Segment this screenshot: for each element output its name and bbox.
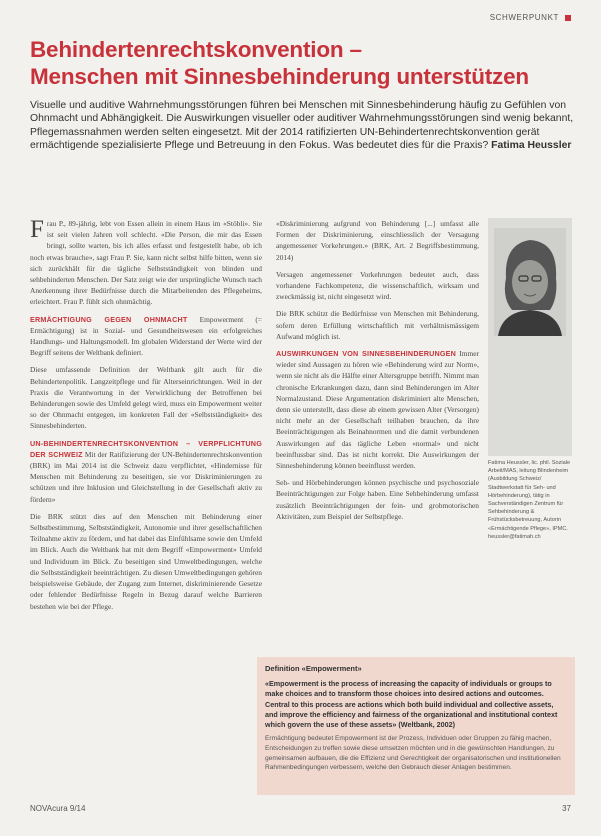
title-line-1: Behindertenrechtskonvention – (30, 37, 362, 62)
definition-box (257, 657, 575, 795)
paragraph: Diese umfassende Definition der Weltbank gilt auch für die Behindertenpolitik. Langzeitpflege und für Alterseinrichtungen. Weil in der Praxis die Verantwortung in der Verwirklichung der Betroffenen bei Behinderungen sowie des Umfeld gelegt wird, muss ein Empowerment weiter so der Ohnmacht entgegen, im konkreten Fall der «Selbstständigkeit» des Sinnesbehinderten. (30, 365, 262, 431)
paragraph: Die BRK stützt dies auf den Menschen mit Behinderung einer Selbstbestimmung, Selbstständigkeit, Autonomie und ihrer gesellschaftlichen Teilnahme aktiv zu fördern, und hat dabei das Einfühlsame sowie den Umfeld im Blick. Auch die Weltbank hat mit dem Begriff «Empowerment» Umfeld und Individuum im Blick. Zu beseitigen sind Umweltbedingungen, welche die Selbstständigkeit beeinträchtigen. Zu diesen Umweltbedingungen gehören beispielsweise Gebäude, der Zugang zum Internet, diskriminierende Gesetze oder fehlender Bedürfnisse Regeln in Bezug darauf welche Barrieren bestehen wie bei der Pflege. (30, 511, 262, 611)
paragraph (30, 438, 262, 505)
paragraph (30, 314, 262, 359)
photo-caption: Fatima Heussler, lic. phil. Soziale Arbeit/MAS, leitung Blindenheim (Ausbildung Schweiz/ Stadtwerkstatt für Seh- und Hörbehinderung), tätig in Sachverständigen Zentrum für Sehbehinderung & Frühstücksbetreuung, Autorin «Ermächtigende Pflege», IPMC. heussler@fatimah.ch (488, 460, 571, 540)
section-heading: ERMÄCHTIGUNG GEGEN OHNMACHT (30, 314, 188, 324)
paragraph: Die BRK schützt die Bedürfnisse von Menschen mit Behinderung, sofern deren Erfüllung wirtschaftlich mit verhältnismässigem Aufwand möglich ist. (276, 309, 479, 341)
paragraph-text: Mit der Ratifizierung der UN-Behindertenrechtskonvention (BRK) im Mai 2014 ist die Schweiz dazu verpflichtet, «Hindernisse für Menschen mit Behinderung zu beseitigen, sie vor Diskriminierungen zu schützen und ihre Inklusion und Gleichstellung in der Gesellschaft aktiv zu fördern» (30, 449, 263, 504)
portrait-image (488, 218, 572, 456)
section-heading: UN-BEHINDERTENRECHTSKONVENTION – VERPFLICHTUNG DER SCHWEIZ (30, 438, 262, 459)
drop-cap: F (30, 216, 44, 243)
paragraph-text: rau P., 89-jährig, lebt von Essen allein in einem Haus im «Stöbli». Sie ist seit vielen Jahren voll schlecht. «Die Person, die mir das Essen bringt, sollte warten, bis ich alles erfasst und festgestellt habe, ob ich noch etwas brauche», sagt Frau P. Sie, kann nicht selbst hilfe bitten, wenn sie sich zurückhält für die tägliche Selbstständigkeit von blinden und sehbehinderten Menschen. Der Satz zeigt wie der ursprüngliche Wunsch nach Anerkennung ihrer Bedürfnisse durch die Mitarbeitenden des Pflegeheims, erleichtert. Frau P. fühlt sich ohnmächtig. (30, 219, 262, 307)
section-label: SCHWERPUNKT (489, 13, 559, 22)
page-number: 37 (562, 804, 571, 813)
paragraph: Versagen angemessener Vorkehrungen bedeutet auch, dass vorhandene Fachkompetenz, die wissenschaftlich, wirksam und zweckmässig ist, nicht eingesetzt wird. (276, 269, 479, 302)
paragraph (30, 218, 262, 308)
paragraph: «Diskriminierung aufgrund von Behinderung [...] umfasst alle Formen der Diskriminierung, einschliesslich der Versagung angemessener Vorkehrungen.» (BRK, Art. 2 Begriffsbestimmung, 2014) (276, 219, 479, 262)
magazine-name: NOVAcura 9/14 (30, 804, 86, 813)
section-tag (490, 13, 571, 22)
paragraph-text: Empowerment (= Ermächtigung) ist in Sozial- und Gesundheitswesen ein erfolgreiches Handlungs- und Haltungsmodell. Im globalen Widerstand der Werte wird der Begriff seitens der Weltbank definiert. (30, 314, 262, 358)
paragraph (276, 348, 479, 471)
author-name: Fatima Heussler (491, 139, 572, 151)
paragraph-text: Immer wieder sind Aussagen zu hören wie «Behinderung wird zur Norm», wenn sie nicht als die Hälfte einer Altersgruppe betrifft. Nimmt man chronische Erkrankungen dazu, dann sind Behinderungen im Alter Normalzustand. Diese Argumentation diskriminiert alte Menschen, denn sie unterstellt, dass diese ab einem gewissen Alter (Versorgen) nicht mehr an der Gesellschaft teilhaben brauchen, da ihre Beeinträchtigungen als Beinahnormen und die damit verbundenen Auswirkungen auf das tägliche Leben «normal» und nicht beeinflussbar sind. Das ist nicht korrekt. Die Auswirkungen der Sinnesbehinderung können beeinflusst werden. (276, 349, 479, 471)
title-line-2: Menschen mit Sinnesbehinderung unterstützen (30, 64, 529, 89)
author-photo (488, 218, 572, 456)
article-title (30, 36, 575, 90)
section-heading: AUSWIRKUNGEN VON SINNESBEHINDERUNGEN (276, 349, 457, 359)
lead-text: Visuelle und auditive Wahrnehmungsstörungen führen bei Menschen mit Sinnesbehinderung häufig zu Gefühlen von Ohnmacht und Abhängigkeit. Die Auswirkungen visueller oder auditiver Wahrnehmungsstörungen sind wenig bekannt, Pflegemassnahmen werden selten eingesetzt. Mit der 2014 ratifizierten UN-Behindertenrechtskonvention gerät ermächtigende spezialisierte Pflege und Betreuung in den Fokus. Was bedeutet dies für die Praxis? (30, 100, 574, 151)
definition-heading: Definition «Empowerment» (265, 664, 362, 673)
section-marker-icon (565, 15, 571, 21)
text-column-2 (276, 218, 479, 528)
definition-translation: Ermächtigung bedeutet Empowerment ist der Prozess, Individuen oder Gruppen zu fähig machen, Entscheidungen zu treffen sowie diese umsetzen möchten und in die gewünschten Handlungen, zu gemeinsamen aufbauen, die die Effizienz und Gerechtigkeit der organisatorischen und institutionellen Rahmenbedingungen verbessern, welche den Gebrauch dieser Anlagen bestimmen. (265, 735, 561, 772)
definition-quote: «Empowerment is the process of increasing the capacity of individuals or groups to make choices and to transform those choices into desired actions and outcomes. Central to this process are actions which both build individual and collective assets, and improve the efficiency and fairness of the organizational and institutional context which govern the use of these assets» (Weltbank, 2002) (265, 679, 558, 730)
text-column-1 (30, 218, 262, 618)
paragraph: Seh- und Hörbehinderungen können psychische und psychosoziale Beeinträchtigungen zur Folge haben. Eine Sehbehinderung umfasst zusätzlich Beeinträchtigungen der fein- und grobmotorischen Aktivitäten, zum Beispiel der Selbstpflege. (276, 478, 479, 521)
article-lead (30, 99, 575, 152)
